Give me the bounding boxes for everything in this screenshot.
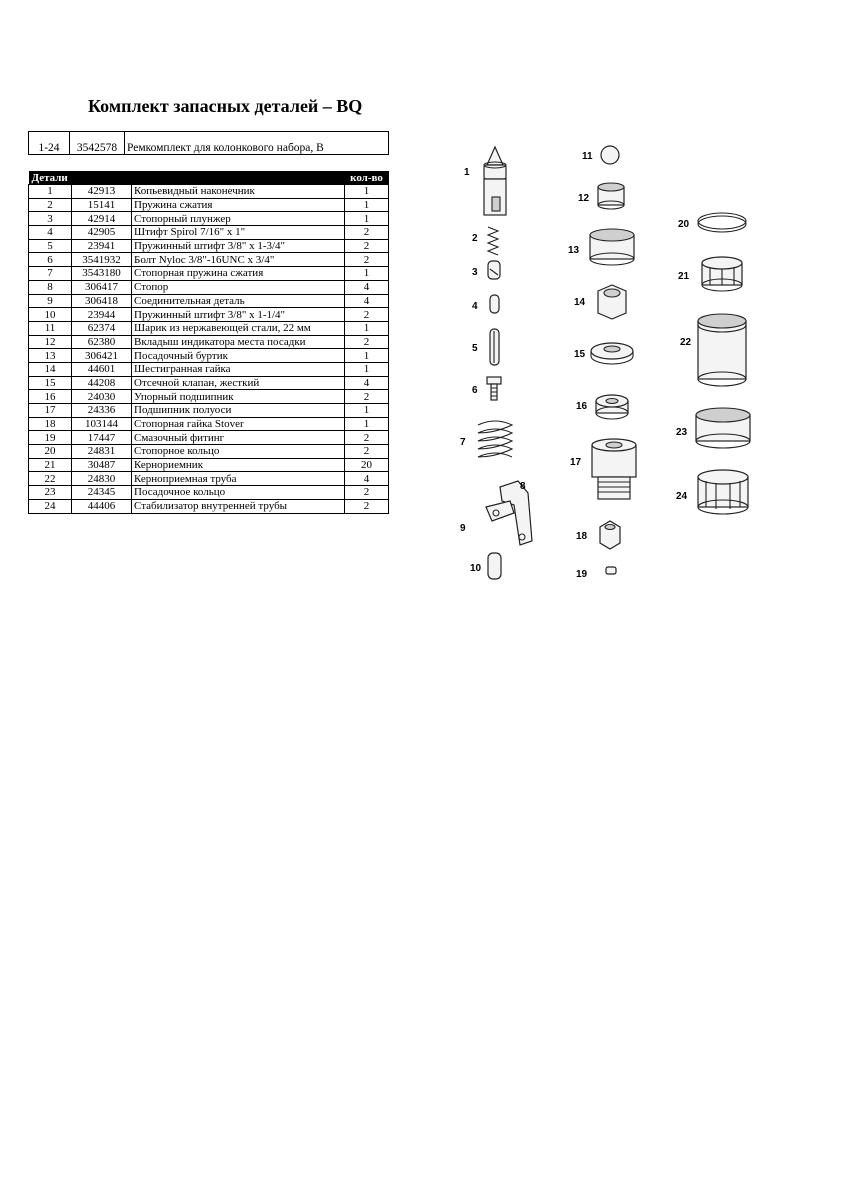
table-row	[29, 445, 389, 459]
part-name: Соединительная деталь	[132, 294, 345, 308]
kit-description: Ремкомплект для колонкового набора, B	[125, 132, 389, 155]
page-title: Комплект запасных деталей – BQ	[88, 96, 363, 116]
label-18: 18	[576, 531, 588, 542]
part-number: 42905	[72, 226, 132, 240]
label-20: 20	[678, 219, 690, 230]
part-number: 23941	[72, 239, 132, 253]
row-number: 10	[29, 308, 72, 322]
part-name: Пружинный штифт 3/8" x 1-3/4"	[132, 239, 345, 253]
kit-row	[29, 132, 389, 155]
label-23: 23	[676, 427, 688, 438]
label-9: 9	[460, 523, 466, 534]
part-number: 306417	[72, 280, 132, 294]
table-row	[29, 417, 389, 431]
table-row	[29, 404, 389, 418]
part-name: Подшипник полуоси	[132, 404, 345, 418]
part-4-spirol-pin-drawing	[490, 295, 499, 313]
part-quantity: 4	[345, 472, 389, 486]
label-24: 24	[676, 491, 688, 502]
part-name: Шестигранная гайка	[132, 362, 345, 376]
table-row	[29, 486, 389, 500]
part-number: 306421	[72, 349, 132, 363]
row-number: 16	[29, 390, 72, 404]
part-name: Стопор	[132, 280, 345, 294]
part-18-stover-nut-drawing	[600, 521, 620, 549]
kit-table	[28, 131, 389, 155]
part-3-plunger-drawing	[488, 261, 500, 279]
part-quantity: 1	[345, 362, 389, 376]
part-name: Смазочный фитинг	[132, 431, 345, 445]
label-13: 13	[568, 245, 580, 256]
part-7-compression-spring-drawing	[478, 421, 512, 457]
label-2: 2	[472, 233, 478, 244]
part-20-retaining-ring-drawing	[698, 213, 746, 232]
part-quantity: 2	[345, 390, 389, 404]
label-7: 7	[460, 437, 466, 448]
label-5: 5	[472, 343, 478, 354]
part-name: Стабилизатор внутренней трубы	[132, 499, 345, 513]
table-row	[29, 239, 389, 253]
label-3: 3	[472, 267, 478, 278]
row-number: 3	[29, 212, 72, 226]
part-number: 42913	[72, 185, 132, 199]
part-quantity: 4	[345, 376, 389, 390]
part-17-spindle-bearing-drawing	[592, 439, 636, 499]
table-row	[29, 458, 389, 472]
part-name: Посадочное кольцо	[132, 486, 345, 500]
part-number: 3541932	[72, 253, 132, 267]
row-number: 8	[29, 280, 72, 294]
part-21-core-lifter-drawing	[702, 257, 742, 291]
part-19-grease-fitting-drawing	[606, 567, 616, 574]
part-number: 62374	[72, 321, 132, 335]
row-number: 20	[29, 445, 72, 459]
part-number: 24336	[72, 404, 132, 418]
table-row	[29, 390, 389, 404]
part-number: 24030	[72, 390, 132, 404]
part-name: Посадочный буртик	[132, 349, 345, 363]
row-number: 5	[29, 239, 72, 253]
part-name: Штифт Spirol 7/16" x 1"	[132, 226, 345, 240]
part-number: 3543180	[72, 267, 132, 281]
part-5-spring-pin-drawing	[490, 329, 499, 365]
label-4: 4	[472, 301, 478, 312]
row-number: 6	[29, 253, 72, 267]
part-name: Керноприемная труба	[132, 472, 345, 486]
part-number: 15141	[72, 198, 132, 212]
part-name: Копьевидный наконечник	[132, 185, 345, 199]
label-21: 21	[678, 271, 690, 282]
part-quantity: 2	[345, 431, 389, 445]
parts-diagram	[440, 135, 770, 595]
part-15-shutoff-valve-drawing	[591, 343, 633, 364]
part-number: 44601	[72, 362, 132, 376]
part-9-coupling-drawing	[486, 501, 514, 521]
part-name: Вкладыш индикатора места посадки	[132, 335, 345, 349]
part-number: 30487	[72, 458, 132, 472]
row-number: 7	[29, 267, 72, 281]
part-name: Стопорная гайка Stover	[132, 417, 345, 431]
part-number: 44208	[72, 376, 132, 390]
part-quantity: 2	[345, 226, 389, 240]
row-number: 15	[29, 376, 72, 390]
part-name: Пружинный штифт 3/8" x 1-1/4"	[132, 308, 345, 322]
part-quantity: 2	[345, 253, 389, 267]
table-row	[29, 185, 389, 199]
part-name: Стопорная пружина сжатия	[132, 267, 345, 281]
part-16-thrust-bearing-drawing	[596, 395, 628, 419]
part-quantity: 20	[345, 458, 389, 472]
part-quantity: 1	[345, 212, 389, 226]
row-number: 24	[29, 499, 72, 513]
part-10-pin-drawing	[488, 553, 501, 579]
row-number: 9	[29, 294, 72, 308]
part-name: Кернориемник	[132, 458, 345, 472]
table-row	[29, 499, 389, 513]
table-row	[29, 198, 389, 212]
part-13-landing-collar-drawing	[590, 229, 634, 265]
part-quantity: 4	[345, 280, 389, 294]
table-row	[29, 253, 389, 267]
part-number: 24830	[72, 472, 132, 486]
part-12-sleeve-drawing	[598, 183, 624, 209]
label-12: 12	[578, 193, 590, 204]
part-quantity: 1	[345, 349, 389, 363]
part-name: Болт Nyloc 3/8"-16UNC x 3/4"	[132, 253, 345, 267]
part-quantity: 1	[345, 404, 389, 418]
table-row	[29, 267, 389, 281]
part-quantity: 1	[345, 267, 389, 281]
part-23-landing-ring-drawing	[696, 408, 750, 448]
table-row	[29, 212, 389, 226]
part-name: Стопорный плунжер	[132, 212, 345, 226]
label-16: 16	[576, 401, 588, 412]
table-row	[29, 280, 389, 294]
part-22-inner-tube-drawing	[698, 314, 746, 386]
row-number: 12	[29, 335, 72, 349]
part-2-spring-drawing	[488, 227, 498, 255]
kit-range: 1-24	[29, 132, 70, 155]
label-6: 6	[472, 385, 478, 396]
label-14: 14	[574, 297, 586, 308]
row-number: 14	[29, 362, 72, 376]
part-name: Шарик из нержавеющей стали, 22 мм	[132, 321, 345, 335]
part-quantity: 2	[345, 445, 389, 459]
table-row	[29, 431, 389, 445]
row-number: 11	[29, 321, 72, 335]
header-qty: кол-во	[345, 171, 389, 185]
label-1: 1	[464, 167, 470, 178]
part-quantity: 1	[345, 321, 389, 335]
row-number: 18	[29, 417, 72, 431]
row-number: 17	[29, 404, 72, 418]
part-name: Пружина сжатия	[132, 198, 345, 212]
part-name: Упорный подшипник	[132, 390, 345, 404]
part-11-ball-drawing	[601, 146, 619, 164]
part-quantity: 2	[345, 486, 389, 500]
part-quantity: 2	[345, 308, 389, 322]
label-11: 11	[582, 151, 593, 162]
parts-table-header	[29, 171, 389, 185]
part-24-stabilizer-drawing	[698, 470, 748, 514]
part-quantity: 1	[345, 198, 389, 212]
part-number: 17447	[72, 431, 132, 445]
part-number: 306418	[72, 294, 132, 308]
label-17: 17	[570, 457, 582, 468]
table-row	[29, 362, 389, 376]
row-number: 1	[29, 185, 72, 199]
table-row	[29, 349, 389, 363]
table-row	[29, 335, 389, 349]
label-10: 10	[470, 563, 482, 574]
part-quantity: 2	[345, 499, 389, 513]
label-15: 15	[574, 349, 586, 360]
part-number: 23944	[72, 308, 132, 322]
part-14-hex-nut-drawing	[598, 285, 626, 319]
table-row	[29, 226, 389, 240]
table-row	[29, 376, 389, 390]
row-number: 23	[29, 486, 72, 500]
part-number: 62380	[72, 335, 132, 349]
label-8: 8	[520, 481, 526, 492]
part-6-bolt-drawing	[487, 377, 501, 400]
row-number: 2	[29, 198, 72, 212]
part-number: 24345	[72, 486, 132, 500]
table-row	[29, 294, 389, 308]
table-row	[29, 308, 389, 322]
row-number: 21	[29, 458, 72, 472]
header-parts: Детали	[29, 171, 345, 185]
part-1-spear-point-drawing	[484, 147, 506, 215]
row-number: 22	[29, 472, 72, 486]
label-19: 19	[576, 569, 588, 580]
row-number: 19	[29, 431, 72, 445]
part-quantity: 1	[345, 417, 389, 431]
part-number: 42914	[72, 212, 132, 226]
part-quantity: 2	[345, 239, 389, 253]
table-row	[29, 321, 389, 335]
part-quantity: 2	[345, 335, 389, 349]
row-number: 4	[29, 226, 72, 240]
part-quantity: 1	[345, 185, 389, 199]
part-number: 103144	[72, 417, 132, 431]
parts-table	[28, 171, 389, 514]
part-quantity: 4	[345, 294, 389, 308]
part-name: Отсечной клапан, жесткий	[132, 376, 345, 390]
row-number: 13	[29, 349, 72, 363]
part-name: Стопорное кольцо	[132, 445, 345, 459]
kit-number: 3542578	[70, 132, 125, 155]
part-number: 44406	[72, 499, 132, 513]
table-row	[29, 472, 389, 486]
label-22: 22	[680, 337, 692, 348]
part-number: 24831	[72, 445, 132, 459]
